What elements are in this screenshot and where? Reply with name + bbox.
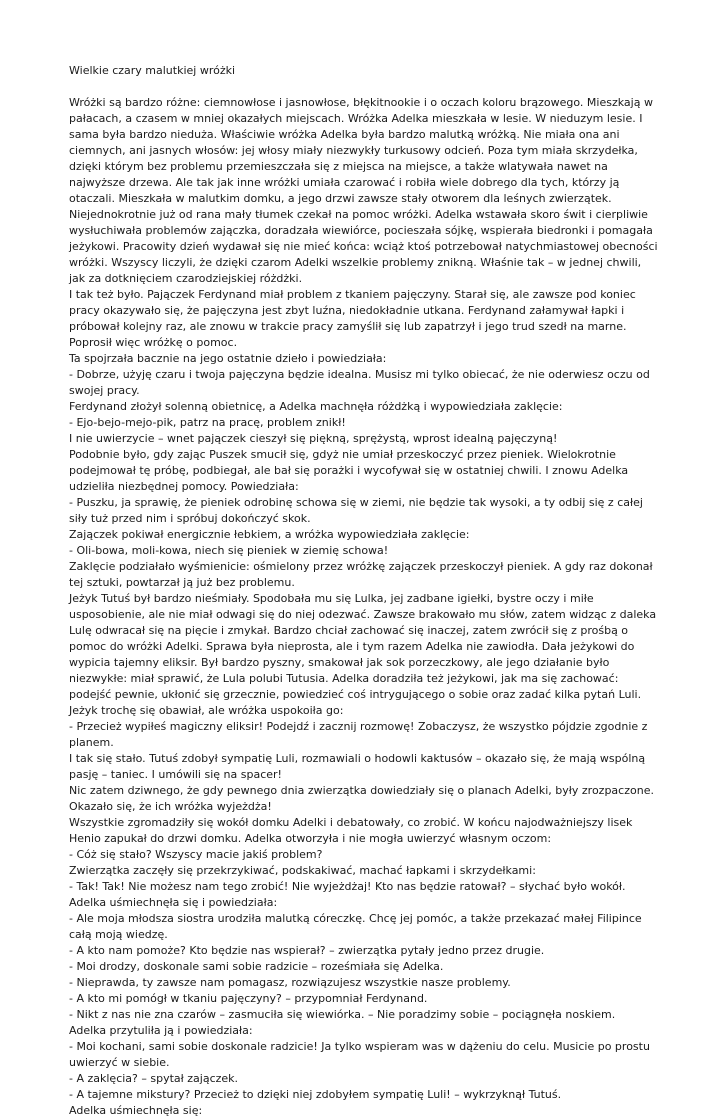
paragraph: - A tajemne mikstury? Przecież to dzięki niej zdobyłem sympatię Luli! – wykrzyknął Tutuś. xyxy=(69,1088,562,1101)
paragraph: Adelka uśmiechnęła się i powiedziała: xyxy=(69,896,278,909)
paragraph: - Ale moja młodsza siostra urodziła malutką córeczkę. Chcę jej pomóc, a także przekazać małej Filipince całą moją wiedzę. xyxy=(69,912,642,941)
document-page xyxy=(69,63,660,1119)
paragraph: - Przecież wypiłeś magiczny eliksir! Podejdź i zacznij rozmowę! Zobaczysz, że wszystko pójdzie zgodnie z planem. xyxy=(69,720,648,749)
paragraph: - Tak! Tak! Nie możesz nam tego zrobić! Nie wyjeżdżaj! Kto nas będzie ratował? – słychać było wokół. xyxy=(69,880,626,893)
paragraph: - Moi kochani, sami sobie doskonale radzicie! Ja tylko wspieram was w dążeniu do celu. Musicie po prostu uwierzyć w siebie. xyxy=(69,1040,650,1069)
paragraph: Wróżki są bardzo różne: ciemnowłose i jasnowłose, błękitnookie i o oczach koloru brązowego. Mieszkają w pałacach, a czasem w mniej okazałych miejscach. Wróżka Adelka mieszkała w lesie. W nieduzym lesie. I sama była bardzo nieduża. Właściwie wróżka Adelka była bardzo malutką wróżką. Nie miała ona ani ciemnych, ani jasnych włosów: jej włosy miały niezwykły turkusowy odcień. Poza tym miała skrzydełka, dzięki którym bez problemu przemieszczała się z miejsca na miejsce, a także wlatywała nawet na najwyższe drzewa. Ale tak jak inne wróżki umiała czarować i robiła wiele dobrego dla tych, którzy ją otaczali. Mieszkała w malutkim domku, a jego drzwi zawsze stały otworem dla leśnych zwierzątek. Niejednokrotnie już od rana mały tłumek czekał na pomoc wróżki. Adelka wstawała skoro świt i cierpliwie wysłuchiwała problemów zajączka, doradzała wiewiórce, pocieszała sójkę, wspierała biedronki i pomagała jeżykowi. Pracowity dzień wydawał się nie mieć końca: wciąż ktoś potrzebował natychmiastowej obecności wróżki. Wszyscy liczyli, że dzięki czarom Adelki wszelkie problemy znikną. Właśnie tak – w jednej chwili, jak za dotknięciem czarodziejskiej różdżki. xyxy=(69,96,658,285)
paragraph: Wszystkie zgromadziły się wokół domku Adelki i debatowały, co zrobić. W końcu najodważniejszy lisek Henio zapukał do drzwi domku. Adelka otworzyła i nie mogła uwierzyć własnym oczom: xyxy=(69,816,633,845)
paragraph: - Oli-bowa, moli-kowa, niech się pieniek w ziemię schowa! xyxy=(69,544,389,557)
paragraph: I nie uwierzycie – wnet pajączek cieszył się piękną, sprężystą, wprost idealną pajęczyną! xyxy=(69,432,558,445)
paragraph: - A zaklęcia? – spytał zajączek. xyxy=(69,1072,239,1085)
paragraph: - Dobrze, użyję czaru i twoja pajęczyna będzie idealna. Musisz mi tylko obiecać, że nie oderwiesz oczu od swojej pracy. xyxy=(69,368,650,397)
paragraph: I tak się stało. Tutuś zdobył sympatię Luli, rozmawiali o hodowli kaktusów – okazało się, że mają wspólną pasję – taniec. I umówili się na spacer! xyxy=(69,752,646,781)
paragraph: - Nieprawda, ty zawsze nam pomagasz, rozwiązujesz wszystkie nasze problemy. xyxy=(69,976,511,989)
paragraph: - A kto nam pomoże? Kto będzie nas wspierał? – zwierzątka pytały jedno przez drugie. xyxy=(69,944,545,957)
paragraph: - Puszku, ja sprawię, że pieniek odrobinę schowa się w ziemi, nie będzie tak wysoki, a ty odbij się z całej siły tuż przed nim i spróbuj dokończyć skok. xyxy=(69,496,643,525)
paragraph: - Ejo-bejo-mejo-pik, patrz na pracę, problem znikł! xyxy=(69,416,346,429)
paragraph: - Nikt z nas nie zna czarów – zasmuciła się wiewiórka. – Nie poradzimy sobie – pociągnęła noskiem. xyxy=(69,1008,616,1021)
paragraph: Ferdynand złożył solenną obietnicę, a Adelka machnęła różdżką i wypowiedziała zaklęcie: xyxy=(69,400,563,413)
document-body xyxy=(69,95,660,1119)
paragraph: Jeżyk Tutuś był bardzo nieśmiały. Spodobała mu się Lulka, jej zadbane igiełki, bystre oczy i miłe usposobienie, ale nie miał odwagi się do niej odezwać. Zawsze brakowało mu słów, zatem widząc z daleka Lulę odwracał się na pięcie i zmykał. Bardzo chciał zachować się inaczej, zatem zwrócił się z prośbą o pomoc do wróżki Adelki. Sprawa była nieprosta, ale i tym razem Adelka nie zawiodła. Dała jeżykowi do wypicia tajemny eliksir. Był bardzo pyszny, smakował jak sok porzeczkowy, ale jego działanie było niezwykłe: miał sprawić, że Lula polubi Tutusia. Adelka doradziła też jeżykowi, jak ma się zachować: podejść pewnie, ukłonić się grzecznie, powiedzieć coś intrygującego o sobie oraz zadać kilka pytań Luli. Jeżyk trochę się obawiał, ale wróżka uspokoiła go: xyxy=(69,592,657,717)
paragraph: Adelka przytuliła ją i powiedziała: xyxy=(69,1024,253,1037)
paragraph: - A kto mi pomógł w tkaniu pajęczyny? – przypomniał Ferdynand. xyxy=(69,992,428,1005)
paragraph: - Cóż się stało? Wszyscy macie jakiś problem? xyxy=(69,848,323,861)
paragraph: - Moi drodzy, doskonale sami sobie radzicie – roześmiała się Adelka. xyxy=(69,960,444,973)
paragraph: Ta spojrzała bacznie na jego ostatnie dzieło i powiedziała: xyxy=(69,352,387,365)
paragraph: Adelka uśmiechnęła się: xyxy=(69,1104,203,1117)
paragraph: I tak też było. Pajączek Ferdynand miał problem z tkaniem pajęczyny. Starał się, ale zawsze pod koniec pracy okazywało się, że pajęczyna jest zbyt luźna, niedokładnie utkana. Ferdynand załamywał łapki i próbował kolejny raz, ale znowu w trakcie pracy zamyślił się lub zapatrzył i jego trud szedł na marne. Poprosił więc wróżkę o pomoc. xyxy=(69,288,636,349)
paragraph: Zaklęcie podziałało wyśmienicie: ośmielony przez wróżkę zajączek przeskoczył pieniek. A gdy raz dokonał tej sztuki, powtarzał ją już bez problemu. xyxy=(69,560,653,589)
paragraph: Zajączek pokiwał energicznie łebkiem, a wróżka wypowiedziała zaklęcie: xyxy=(69,528,470,541)
document-title: Wielkie czary malutkiej wróżki xyxy=(69,64,236,77)
paragraph: Nic zatem dziwnego, że gdy pewnego dnia zwierzątka dowiedziały się o planach Adelki, były zrozpaczone. Okazało się, że ich wróżka wyjeżdża! xyxy=(69,784,654,813)
paragraph: Podobnie było, gdy zając Puszek smucił się, gdyż nie umiał przeskoczyć przez pieniek. Wielokrotnie podejmował tę próbę, podbiegał, ale bał się porażki i wycofywał się w ostatniej chwili. I znowu Adelka udzieliła niezbędnej pomocy. Powiedziała: xyxy=(69,448,629,493)
paragraph: Zwierzątka zaczęły się przekrzykiwać, podskakiwać, machać łapkami i skrzydełkami: xyxy=(69,864,536,877)
